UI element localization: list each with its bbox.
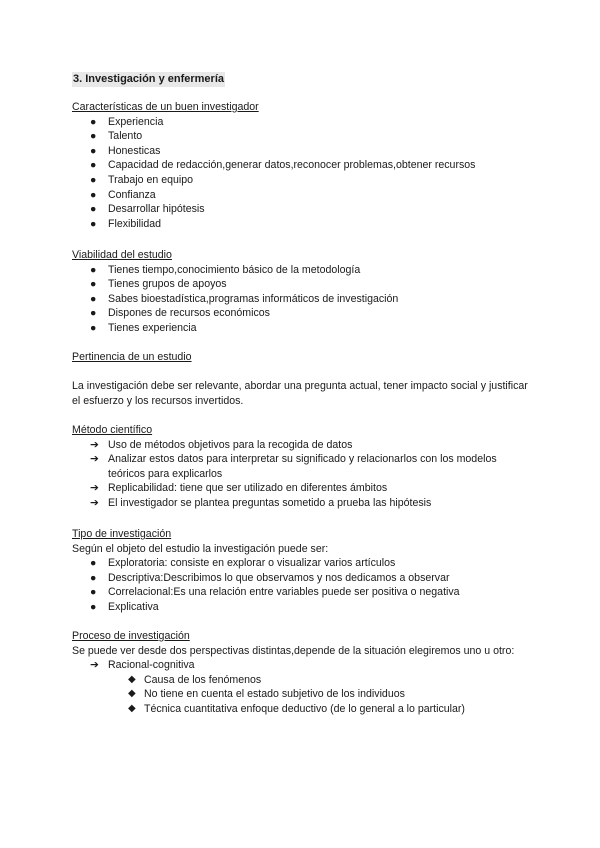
- pertinencia-section: [72, 350, 532, 365]
- proceso-intro: Se puede ver desde dos perspectivas distintas,depende de la situación elegiremos uno u otro:: [72, 644, 515, 657]
- list-item: ● Descriptiva:Describimos lo que observamos y nos dedicamos a observar: [90, 571, 450, 584]
- list-item: ◆ Técnica cuantitativa enfoque deductivo (de lo general a lo particular): [128, 702, 465, 715]
- caracteristicas-heading: Características de un buen investigador: [72, 101, 259, 113]
- proceso-heading: Proceso de investigación: [72, 630, 190, 642]
- list-item: ● Desarrollar hipótesis: [90, 203, 205, 216]
- list-item: ● Exploratoria: consiste en explorar o visualizar varios artículos: [90, 557, 396, 570]
- bullet-dot-icon: ●: [90, 321, 97, 334]
- metodo-list: [72, 438, 532, 511]
- list-item: ● Confianza: [90, 188, 156, 201]
- list-item: ➔ Uso de métodos objetivos para la recogida de datos: [90, 438, 353, 451]
- list-item: ● Correlacional:Es una relación entre variables puede ser positiva o negativa: [90, 586, 460, 599]
- list-item: ● Tienes grupos de apoyos: [90, 278, 227, 291]
- arrow-icon: ➔: [90, 496, 99, 509]
- diamond-icon: ◆: [128, 673, 136, 685]
- bullet-dot-icon: ●: [90, 188, 97, 201]
- list-item: ● Talento: [90, 130, 143, 143]
- viabilidad-heading: Viabilidad del estudio: [72, 249, 172, 261]
- list-item: ➔ Racional-cognitiva: [90, 659, 195, 672]
- pertinencia-paragraph: La investigación debe ser relevante, abordar una pregunta actual, tener impacto social y justificar el esfuerzo y los recursos invertidos.: [72, 380, 528, 407]
- bullet-dot-icon: ●: [90, 292, 97, 305]
- list-item: ➔ Analizar estos datos para interpretar su significado y relacionarlos con los modelos teóricos para explicarlos: [90, 453, 497, 480]
- bullet-dot-icon: ●: [90, 173, 97, 186]
- caracteristicas-section: [72, 100, 532, 231]
- caracteristicas-list: [72, 115, 532, 232]
- bullet-dot-icon: ●: [90, 557, 97, 570]
- arrow-icon: ➔: [90, 453, 99, 466]
- bullet-dot-icon: ●: [90, 571, 97, 584]
- arrow-icon: ➔: [90, 438, 99, 451]
- diamond-icon: ◆: [128, 688, 136, 700]
- list-item: ● Flexibilidad: [90, 217, 161, 230]
- proceso-list: [72, 658, 532, 673]
- list-item: ➔ El investigador se plantea preguntas sometido a prueba las hipótesis: [90, 496, 432, 509]
- tipo-section: [72, 527, 532, 615]
- list-item: ◆ Causa de los fenómenos: [128, 673, 262, 686]
- viabilidad-list: [72, 263, 532, 336]
- bullet-dot-icon: ●: [90, 115, 97, 128]
- arrow-icon: ➔: [90, 659, 99, 672]
- diamond-icon: ◆: [128, 702, 136, 714]
- list-item: ● Dispones de recursos económicos: [90, 307, 270, 320]
- list-item: ● Capacidad de redacción,generar datos,reconocer problemas,obtener recursos: [90, 159, 476, 172]
- bullet-dot-icon: ●: [90, 159, 97, 172]
- list-item: ● Tienes tiempo,conocimiento básico de la metodología: [90, 263, 361, 276]
- bullet-dot-icon: ●: [90, 203, 97, 216]
- metodo-section: [72, 423, 532, 511]
- bullet-dot-icon: ●: [90, 130, 97, 143]
- bullet-dot-icon: ●: [90, 600, 97, 613]
- bullet-dot-icon: ●: [90, 144, 97, 157]
- list-item: ● Honesticas: [90, 144, 161, 157]
- section-title: 3. Investigación y enfermería: [73, 73, 225, 85]
- tipo-heading: Tipo de investigación: [72, 528, 172, 540]
- bullet-dot-icon: ●: [90, 263, 97, 276]
- tipo-list: [72, 556, 532, 614]
- list-item: ● Sabes bioestadística,programas informáticos de investigación: [90, 292, 399, 305]
- list-item: ● Explicativa: [90, 600, 159, 613]
- bullet-dot-icon: ●: [90, 586, 97, 599]
- tipo-intro: Según el objeto del estudio la investigación puede ser:: [72, 542, 329, 555]
- metodo-heading: Método científico: [72, 424, 153, 436]
- bullet-dot-icon: ●: [90, 217, 97, 230]
- proceso-sublist: [72, 673, 532, 717]
- list-item: ● Tienes experiencia: [90, 321, 197, 334]
- arrow-icon: ➔: [90, 482, 99, 495]
- pertinencia-body: [72, 379, 532, 408]
- list-item: ● Experiencia: [90, 115, 164, 128]
- pertinencia-heading: Pertinencia de un estudio: [72, 351, 192, 363]
- list-item: ◆ No tiene en cuenta el estado subjetivo de los individuos: [128, 688, 405, 701]
- bullet-dot-icon: ●: [90, 278, 97, 291]
- proceso-section: [72, 629, 532, 717]
- list-item: ● Trabajo en equipo: [90, 173, 194, 186]
- viabilidad-section: [72, 248, 532, 336]
- bullet-dot-icon: ●: [90, 307, 97, 320]
- list-item: ➔ Replicabilidad: tiene que ser utilizado en diferentes ámbitos: [90, 482, 388, 495]
